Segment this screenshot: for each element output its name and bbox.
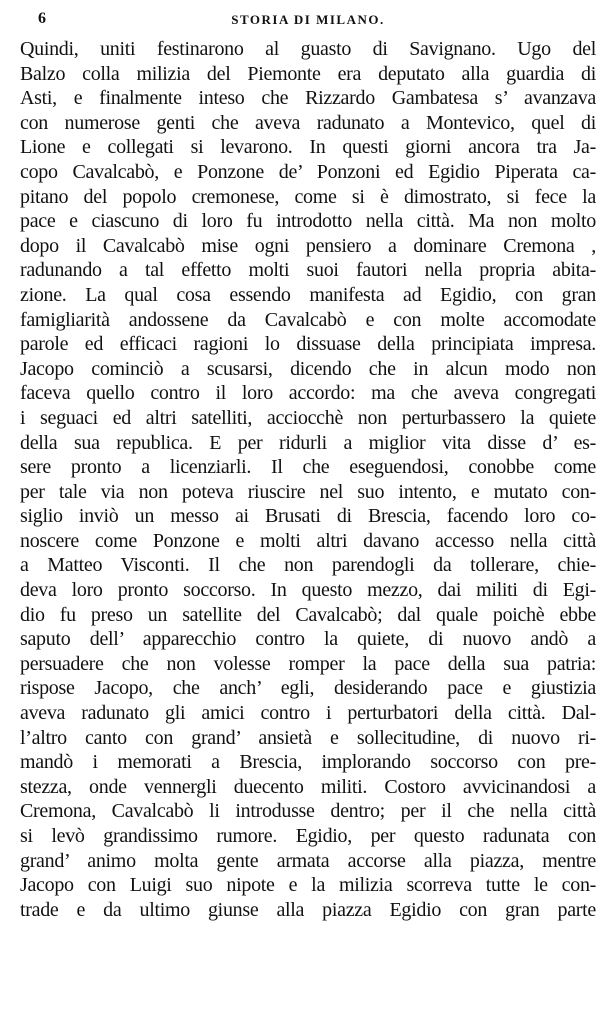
text-line: Lione e collegati si levarono. In questi giorni ancora tra Ja-: [20, 136, 596, 159]
text-line: copo Cavalcabò, e Ponzone de’ Ponzoni ed Egidio Piperata ca-: [20, 160, 596, 183]
text-line: Jacopo cominciò a scusarsi, dicendo che in alcun modo non: [20, 357, 596, 380]
text-line: stezza, onde vennergli duecento militi. Costoro avvicinandosi a: [20, 775, 596, 798]
text-line: con numerose genti che aveva radunato a Montevico, quel di: [20, 111, 596, 134]
running-head: [20, 8, 596, 32]
text-line: radunando a tal effetto molti suoi fautori nella propria abita-: [20, 259, 596, 282]
text-line: aveva radunato gli amici contro i perturbatori della città. Dal-: [20, 702, 596, 725]
text-line: Balzo colla milizia del Piemonte era deputato alla guardia di: [20, 62, 596, 85]
text-line: i seguaci ed altri satelliti, acciocchè non perturbassero la quiete: [20, 406, 596, 429]
text-line: grand’ animo molta gente armata accorse alla piazza, mentre: [20, 849, 596, 872]
text-line: pace e ciascuno di loro fu introdotto nella città. Ma non molto: [20, 210, 596, 233]
text-line: mandò i memorati a Brescia, implorando soccorso con pre-: [20, 751, 596, 774]
text-line: parole ed efficaci ragioni lo dissuase della principiata impresa.: [20, 333, 596, 356]
text-line: l’altro canto con grand’ ansietà e sollecitudine, di nuovo ri-: [20, 726, 596, 749]
text-line: siglio inviò un messo ai Brusati di Brescia, facendo loro co-: [20, 505, 596, 528]
text-line: famigliarità andossene da Cavalcabò e con molte accomodate: [20, 308, 596, 331]
text-line: zione. La qual cosa essendo manifesta ad Egidio, con gran: [20, 283, 596, 306]
text-line: per tale via non poteva riuscire nel suo intento, e mutato con-: [20, 480, 596, 503]
text-line: dio fu preso un satellite del Cavalcabò; dal quale poichè ebbe: [20, 603, 596, 626]
text-line: deva loro pronto soccorso. In questo mezzo, dai militi di Egi-: [20, 579, 596, 602]
text-line: saputo dell’ apparecchio contro la quiete, di nuovo andò a: [20, 628, 596, 651]
body-text: [20, 37, 596, 922]
text-line: si levò grandissimo rumore. Egidio, per questo radunata con: [20, 825, 596, 847]
page-number: 6: [38, 10, 46, 27]
text-line: sere pronto a licenziarli. Il che eseguendosi, conobbe come: [20, 456, 596, 479]
text-line: della sua republica. E per ridurli a miglior vita disse d’ es-: [20, 431, 596, 454]
text-line: noscere come Ponzone e molti altri davano accesso nella città: [20, 529, 596, 552]
text-line: Cremona, Cavalcabò li introdusse dentro; per il che nella città: [20, 800, 596, 823]
text-line: rispose Jacopo, che anch’ egli, desiderando pace e giustizia: [20, 677, 596, 700]
running-title: STORIA DI MILANO.: [231, 12, 385, 27]
text-line: persuadere che non volesse romper la pace della sua patria:: [20, 652, 596, 675]
text-line: Quindi, uniti festinarono al guasto di Savignano. Ugo del: [20, 38, 596, 60]
text-line: dopo il Cavalcabò mise ogni pensiero a dominare Cremona ,: [20, 234, 596, 257]
text-line: a Matteo Visconti. Il che non parendogli da tollerare, chie-: [20, 554, 596, 577]
text-line: Asti, e finalmente inteso che Rizzardo Gambatesa s’ avanzava: [20, 87, 596, 110]
text-line: trade e da ultimo giunse alla piazza Egidio con gran parte: [20, 898, 596, 921]
text-line: pitano del popolo cremonese, come si è dimostrato, si fece la: [20, 185, 596, 208]
text-line: Jacopo con Luigi suo nipote e la milizia scorreva tutte le con-: [20, 874, 596, 897]
text-line: faceva quello contro il loro accordo: ma che aveva congregati: [20, 382, 596, 405]
